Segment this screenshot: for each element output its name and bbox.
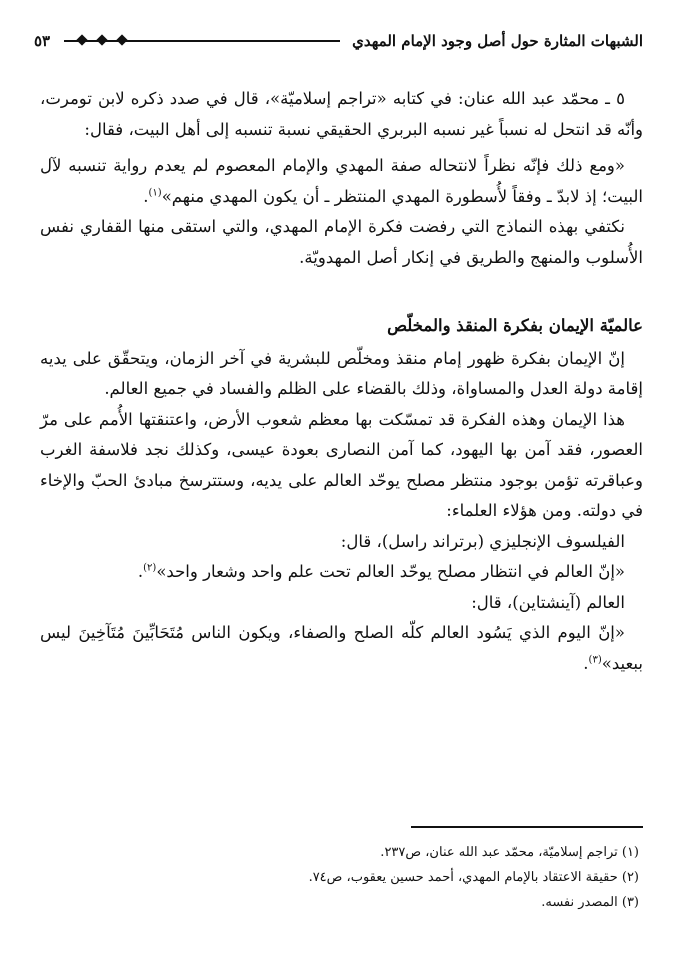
paragraph: ٥ ـ محمّد عبد الله عنان: في كتابه «تراجم إسلاميّة»، قال في صدد ذكره لابن تومرت، وأنّه قد انتحل له نسباً غير نسبه البربري الحقيقي نسبة تنسبه إلى أهل البيت، فقال: — [40, 89, 643, 139]
paragraph: نكتفي بهذه النماذج التي رفضت فكرة الإمام المهدي، والتي استقى منها القفاري نفس الأُسلوب والمنهج والطريق في إنكار أصل المهدويّة. — [40, 217, 643, 267]
quote-text: «إنّ العالم في انتظار مصلح يوحّد العالم تحت علم واحد وشعار واحد» — [156, 562, 625, 581]
quote-text: «إنّ اليوم الذي يَسُود العالم كلّه الصلح والصفاء، ويكون الناس مُتَحَابِّينَ مُتَآخِينَ ليس ببعيد» — [40, 623, 643, 673]
running-title: الشبهات المثارة حول أصل وجود الإمام المهدي — [352, 32, 643, 50]
quote-paragraph: «إنّ اليوم الذي يَسُود العالم كلّه الصلح والصفاء، ويكون الناس مُتَحَابِّينَ مُتَآخِينَ ليس ببعيد»$^{(٣)}$. — [40, 623, 643, 673]
ornament-diamond — [96, 34, 107, 45]
quote-paragraph: «إنّ العالم في انتظار مصلح يوحّد العالم تحت علم واحد وشعار واحد»$^{(٢)}$. — [137, 562, 625, 581]
paragraph: إنّ الإيمان بفكرة ظهور إمام منقذ ومخلّص للبشرية في آخر الزمان، ويتحقّق على يديه إقامة دولة العدل والمساواة، وذلك بالقضاء على الظلم والفساد في جميع العالم. — [40, 348, 643, 398]
quote-text: «ومع ذلك فإنّه نظراً لانتحاله صفة المهدي والإمام المعصوم لم يعدم رواية تنسبه لآل البيت؛ إذ لابدّ ـ وفقاً لأُسطورة المهدي المنتظر ـ أن يكون المهدي منهم» — [40, 156, 643, 206]
quote-paragraph: «ومع ذلك فإنّه نظراً لانتحاله صفة المهدي والإمام المعصوم لم يعدم رواية تنسبه لآل البيت؛ إذ لابدّ ـ وفقاً لأُسطورة المهدي المنتظر ـ أن يكون المهدي منهم»$^{(١)}$. — [40, 156, 643, 206]
footnote-ref: (٢) — [143, 562, 157, 574]
running-header — [34, 28, 643, 54]
section-heading: عالميّة الإيمان بفكرة المنقذ والمخلّص — [387, 316, 643, 335]
footnote-ref: (١) — [148, 187, 162, 198]
header-ornament-rule — [64, 40, 340, 42]
page-number: ٥٣ — [34, 32, 51, 50]
ornament-diamond — [76, 34, 87, 45]
paragraph: هذا الإيمان وهذه الفكرة قد تمسّكت بها معظم شعوب الأرض، واعتنقتها الأُمم على مرّ العصور، فقد آمن بها اليهود، كما آمن النصارى بعودة عيسى، وكذلك نجد فلاسفة الغرب وعباقرته تؤمن بوجود منتظر مصلح يوحّد العالم على يديه، وستترسخ مبادئ الحبّ والإخاء في دولته. ومن هؤلاء العلماء: — [40, 409, 643, 520]
footnote: (٣) المصدر نفسه. — [541, 895, 639, 910]
footnote: (١) تراجم إسلاميّة، محمّد عبد الله عنان، ص٢٣٧. — [380, 845, 639, 860]
footnote-ref: (٣) — [588, 654, 602, 665]
paragraph: الفيلسوف الإنجليزي (برتراند راسل)، قال: — [340, 531, 625, 551]
footnote-separator — [411, 826, 643, 828]
ornament-diamond — [116, 34, 127, 45]
main-text — [40, 84, 643, 679]
footnote: (٢) حقيقة الاعتقاد بالإمام المهدي، أحمد حسين يعقوب، ص٧٤. — [308, 870, 639, 885]
footnotes — [40, 840, 639, 915]
paragraph: العالم (آينشتاين)، قال: — [471, 592, 625, 612]
